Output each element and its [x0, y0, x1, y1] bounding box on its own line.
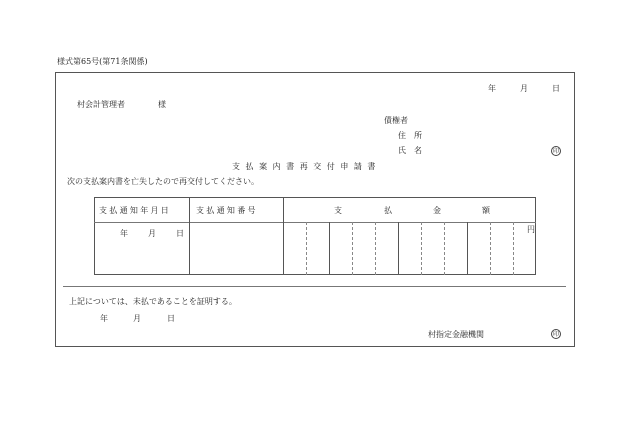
amount-group-line — [467, 222, 468, 275]
table-date-month: 月 — [148, 229, 156, 238]
col-header-amount-3: 金 — [433, 206, 441, 215]
institution-seal-icon: 印 — [552, 331, 559, 338]
amount-digit-line — [513, 222, 514, 275]
creditor-address-label: 住 所 — [398, 131, 422, 140]
date-year-label: 年 — [488, 84, 496, 93]
request-text: 次の支払案内書を亡失したので再交付してください。 — [67, 177, 259, 186]
cert-date-day: 日 — [167, 314, 175, 323]
table-col-divider-1 — [189, 197, 190, 275]
cert-date-year: 年 — [100, 314, 108, 323]
creditor-label: 債権者 — [384, 116, 408, 125]
addressee-honorific: 様 — [158, 100, 166, 109]
table-date-day: 日 — [176, 229, 184, 238]
form-title: 支 払 案 内 書 再 交 付 申 請 書 — [232, 162, 377, 171]
institution-label: 村指定金融機関 — [428, 330, 484, 339]
form-number: 様式第65号(第71条関係) — [57, 57, 148, 66]
col-header-amount-4: 額 — [482, 206, 490, 215]
table-col-divider-2 — [283, 197, 284, 275]
cert-date-month: 月 — [133, 314, 141, 323]
table-header-divider — [94, 222, 536, 223]
amount-group-line — [398, 222, 399, 275]
amount-digit-line — [421, 222, 422, 275]
date-day-label: 日 — [552, 84, 560, 93]
certification-divider — [63, 286, 566, 287]
date-month-label: 月 — [520, 84, 528, 93]
amount-digit-line — [306, 222, 307, 275]
amount-group-line — [329, 222, 330, 275]
amount-digit-line — [352, 222, 353, 275]
creditor-seal-icon: 印 — [552, 148, 559, 155]
col-header-amount-2: 払 — [384, 206, 392, 215]
col-header-date: 支払通知年月日 — [99, 206, 172, 215]
amount-digit-line — [490, 222, 491, 275]
amount-digit-line — [375, 222, 376, 275]
table-date-year: 年 — [120, 229, 128, 238]
amount-unit: 円 — [527, 225, 535, 234]
addressee-name: 村会計管理者 — [77, 100, 125, 109]
col-header-number: 支払通知番号 — [196, 206, 258, 215]
amount-digit-line — [444, 222, 445, 275]
certification-text: 上記については、未払であることを証明する。 — [69, 297, 237, 306]
col-header-amount-1: 支 — [334, 206, 342, 215]
creditor-name-label: 氏 名 — [398, 146, 422, 155]
